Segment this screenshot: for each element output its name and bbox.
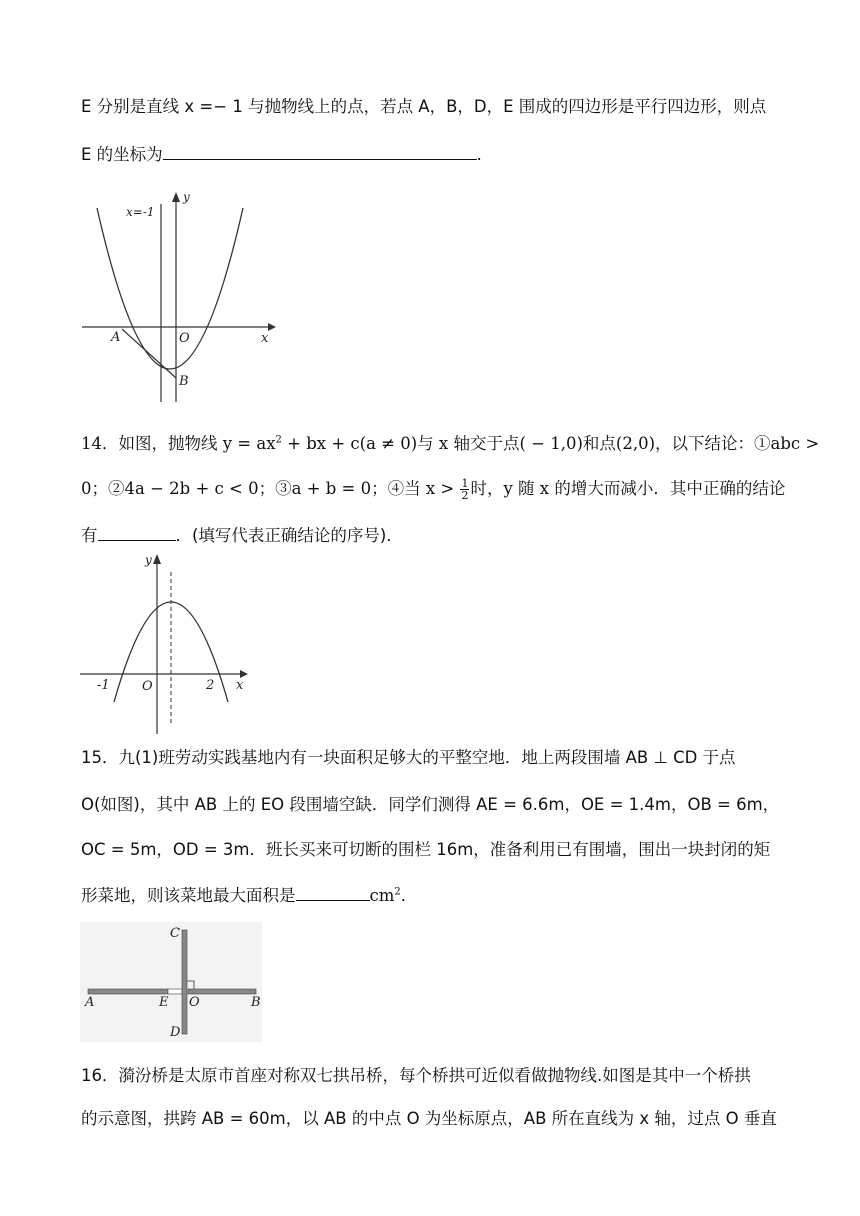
q15-label-e: E bbox=[159, 995, 169, 1010]
q13-x-axis-arrow bbox=[268, 323, 276, 331]
q15-gap-eo bbox=[168, 989, 182, 994]
q14-line3-suffix: ．(填写代表正确结论的序号)． bbox=[175, 526, 403, 545]
q13-label-o: O bbox=[179, 331, 190, 346]
q15-text-line-2: O(如图)，其中 AB 上的 EO 段围墙空缺．同学们测得 AE = 6.6m，OE = 1.4m，OB = 6m， bbox=[81, 795, 780, 814]
q14-answer-blank[interactable] bbox=[98, 524, 176, 541]
q14-label-o: O bbox=[142, 679, 153, 694]
q14-line2-a: 0；②4a − 2b + c < 0；③a + b = 0；④当 x > bbox=[81, 479, 455, 498]
q13-y-axis-arrow bbox=[172, 192, 180, 202]
q16-text-line-2: 的示意图，拱跨 AB = 60m，以 AB 的中点 O 为坐标原点，AB 所在直线为 x 轴，过点 O 垂直 bbox=[81, 1109, 777, 1128]
q13-label-b: B bbox=[179, 374, 189, 389]
q14-line1-a: 14．如图，抛物线 y = ax bbox=[81, 434, 276, 453]
q15-text-line-3: OC = 5m，OD = 3m．班长买来可切断的围栏 16m，准备利用已有围墙，围出一块封闭的矩 bbox=[81, 840, 771, 859]
q13-label-a: A bbox=[111, 330, 121, 345]
q14-line3-prefix: 有 bbox=[81, 526, 98, 545]
q13-answer-blank[interactable] bbox=[163, 143, 477, 160]
q14-label-2: 2 bbox=[206, 678, 215, 693]
q15-line4-prefix: 形菜地，则该菜地最大面积是 bbox=[81, 886, 296, 905]
q15-label-d: D bbox=[170, 1025, 181, 1040]
q13-text-line-2 bbox=[81, 143, 482, 166]
q14-label-y: y bbox=[145, 553, 152, 567]
q14-text-line-2 bbox=[81, 478, 785, 501]
q14-text-line-3 bbox=[81, 524, 403, 547]
q15-unit: cm bbox=[369, 886, 395, 905]
q14-frac-num: 1 bbox=[461, 477, 469, 490]
q15-text-line-1: 15．九(1)班劳动实践基地内有一块面积足够大的平整空地．地上两段围墙 AB ⊥ CD 于点 bbox=[81, 748, 736, 767]
q13-line2-prefix: E 的坐标为 bbox=[81, 145, 163, 164]
q15-answer-blank[interactable] bbox=[296, 884, 370, 901]
q13-figure bbox=[80, 190, 280, 405]
q14-line1-b: + bx + c(a ≠ 0)与 x 轴交于点( − 1,0)和点(2,0)，以下结论：①abc > bbox=[281, 434, 820, 453]
q13-label-y: y bbox=[183, 190, 190, 204]
q15-wall-ae bbox=[88, 989, 168, 994]
q15-figure bbox=[80, 922, 262, 1042]
q15-wall-ob bbox=[188, 989, 256, 994]
q15-unit-sup: 2 bbox=[394, 886, 401, 898]
q13-label-x: x bbox=[261, 331, 269, 346]
q15-label-o: O bbox=[189, 995, 200, 1010]
q14-figure bbox=[80, 550, 250, 736]
q14-text-line-1 bbox=[81, 433, 819, 455]
q14-label-x: x bbox=[236, 678, 244, 693]
q14-frac-den: 2 bbox=[461, 489, 469, 502]
q13-text-line-1: E 分别是直线 x =− 1 与抛物线上的点，若点 A，B，D，E 围成的四边形是平行四边形，则点 bbox=[81, 97, 767, 116]
q13-segment-ab bbox=[122, 329, 176, 378]
q14-line1-sup: 2 bbox=[275, 434, 282, 446]
q14-y-axis-arrow bbox=[153, 554, 161, 564]
q15-text-line-4 bbox=[81, 884, 417, 907]
q15-label-c: C bbox=[170, 926, 180, 941]
q14-line2-b: 时，y 随 x 的增大而减小．其中正确的结论 bbox=[470, 479, 786, 498]
q13-line2-suffix: . bbox=[476, 145, 482, 164]
q14-x-axis-arrow bbox=[240, 670, 248, 678]
q13-label-line: x=-1 bbox=[126, 205, 155, 219]
q15-line4-suffix: ． bbox=[400, 886, 418, 905]
q14-fraction bbox=[460, 478, 469, 501]
q15-label-b: B bbox=[251, 995, 261, 1010]
q14-label-neg1: -1 bbox=[97, 678, 110, 693]
q15-wall-cd bbox=[182, 930, 187, 1034]
q15-label-a: A bbox=[85, 995, 95, 1010]
q16-text-line-1: 16．漪汾桥是太原市首座对称双七拱吊桥，每个桥拱可近似看做抛物线.如图是其中一个桥拱 bbox=[81, 1066, 751, 1085]
